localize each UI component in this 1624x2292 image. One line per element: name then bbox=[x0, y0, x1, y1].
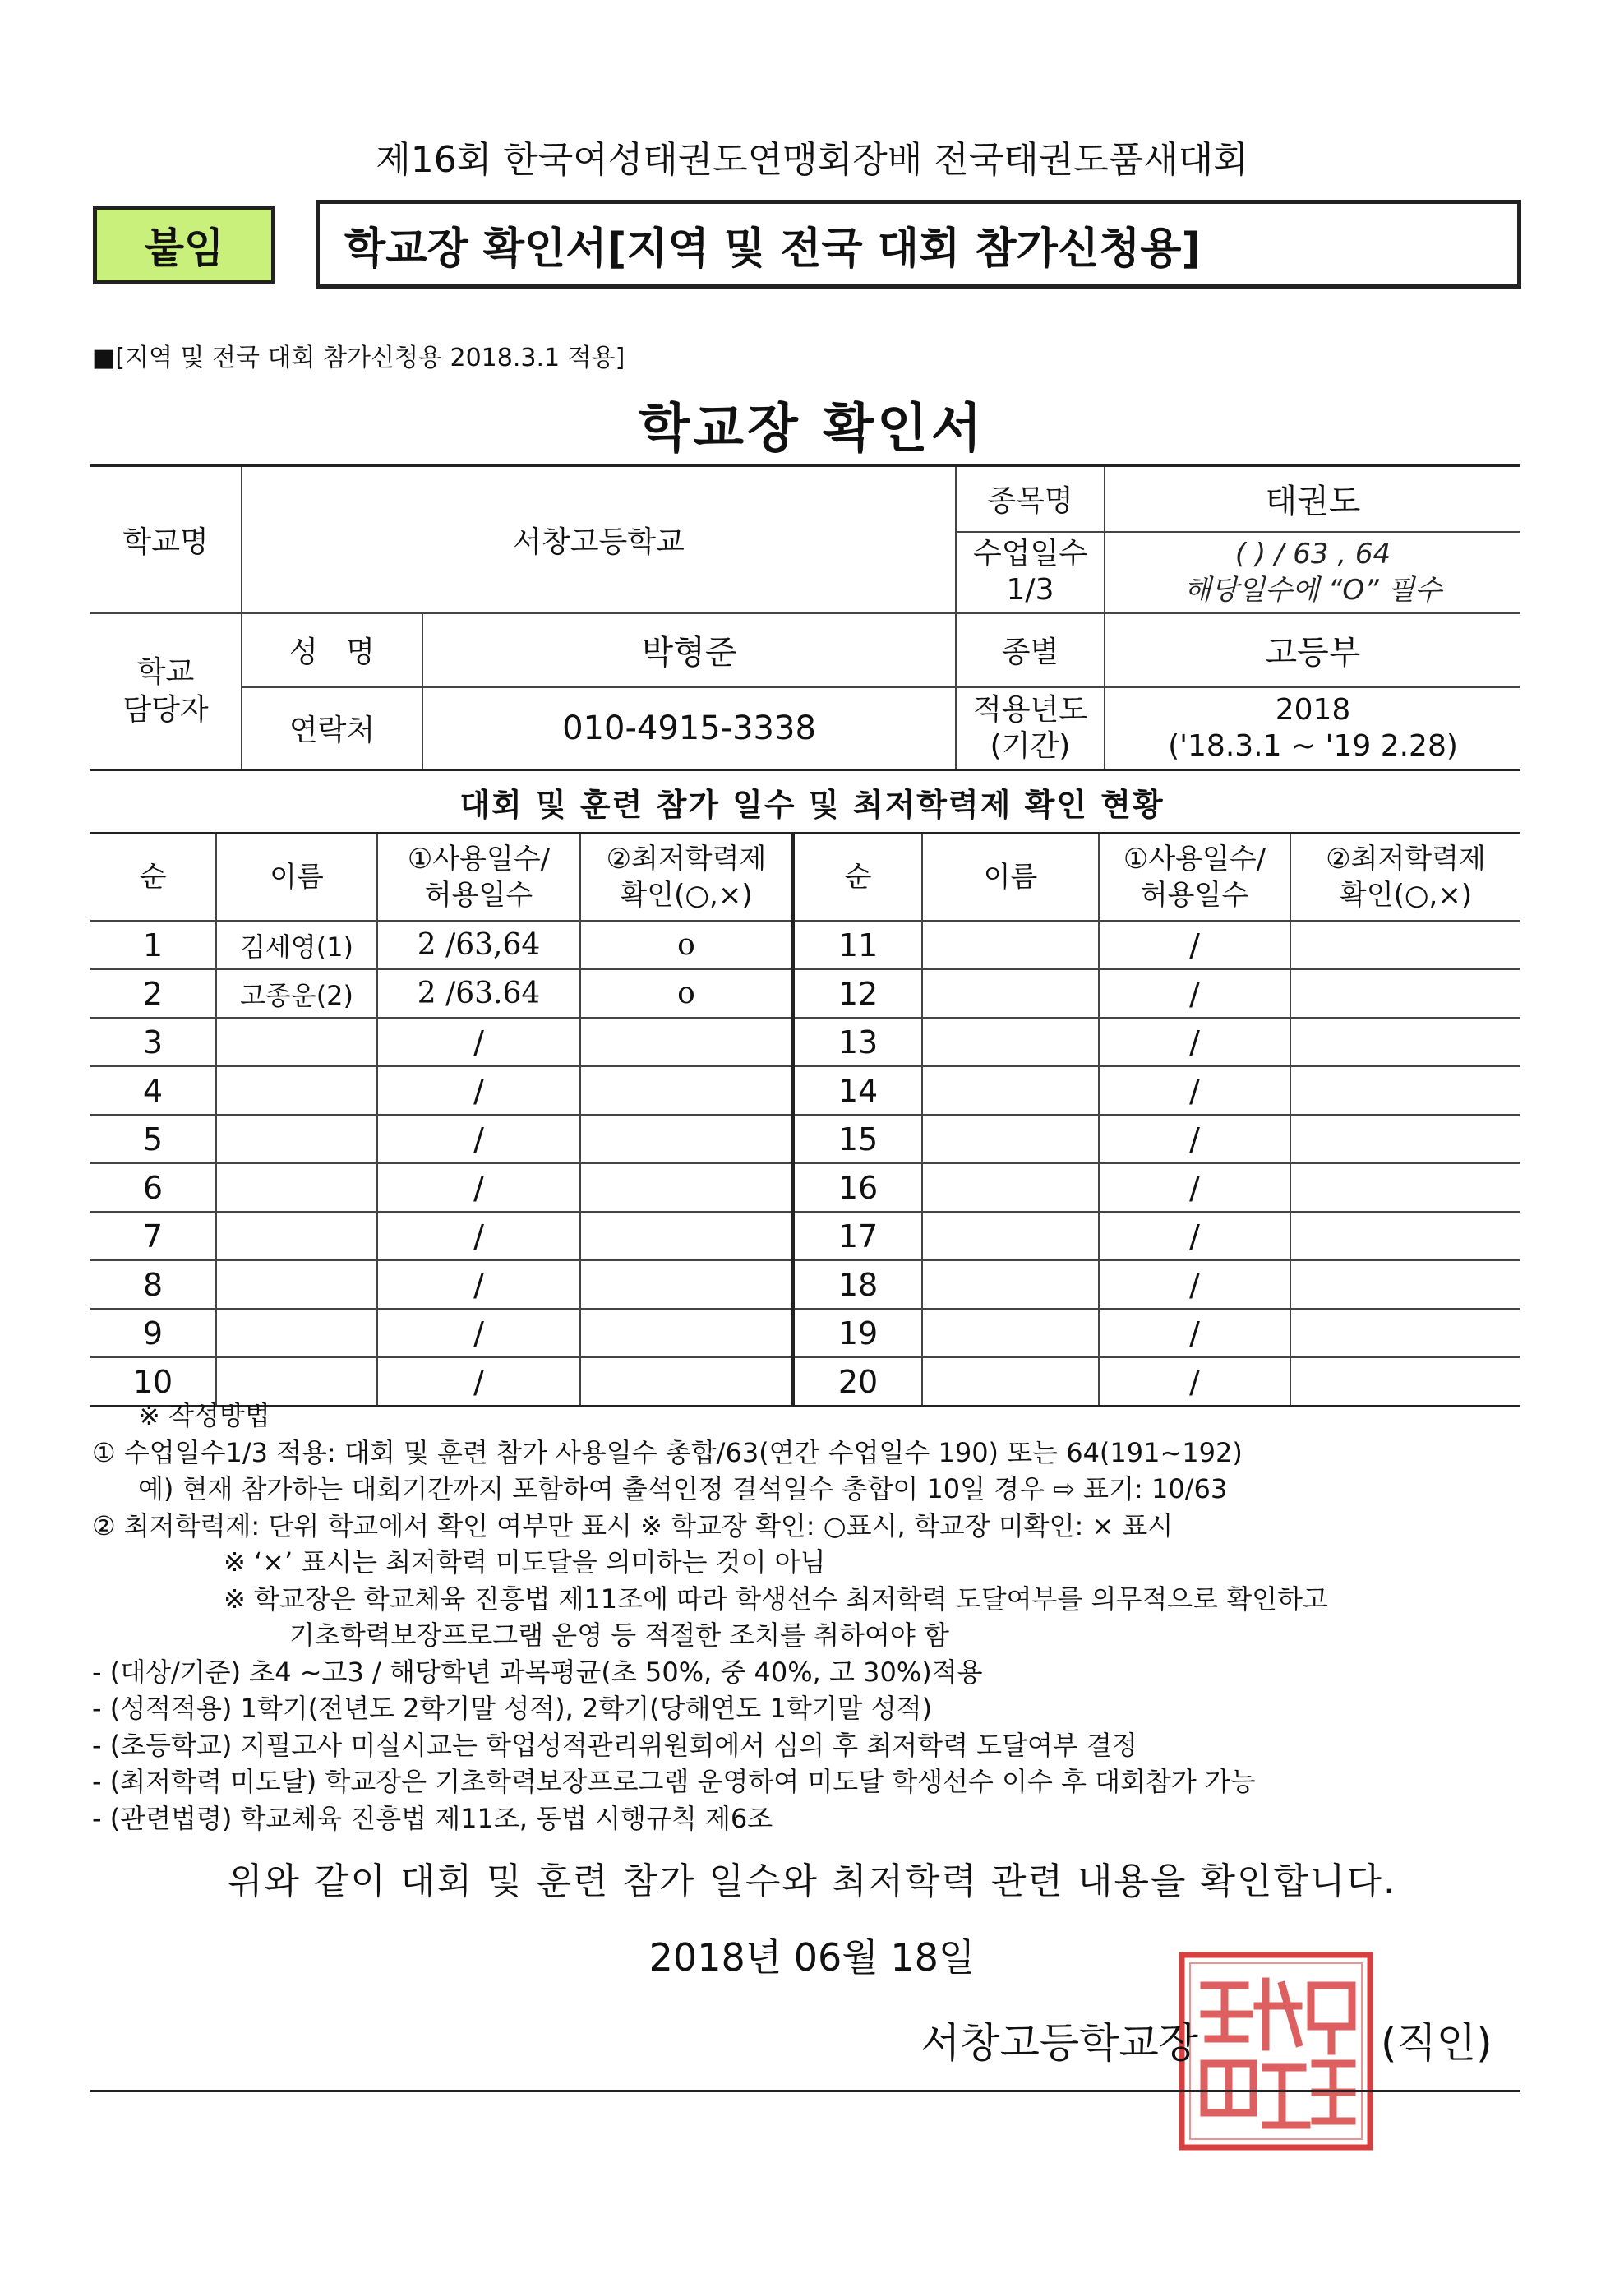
days-used: / bbox=[1099, 969, 1290, 1018]
student-name bbox=[216, 1212, 377, 1260]
roster-header-row bbox=[90, 834, 1520, 922]
days-used: / bbox=[377, 1212, 580, 1260]
days-used: / bbox=[1099, 1260, 1290, 1309]
note-dash-1: - (대상/기준) 초4 ~고3 / 해당학년 과목평균(초 50%, 중 40%, 고 30%)적용 bbox=[92, 1656, 983, 1688]
grade-check bbox=[1290, 1163, 1520, 1212]
row-number: 18 bbox=[793, 1260, 922, 1309]
grade-check bbox=[580, 1309, 793, 1357]
grade-check bbox=[1290, 969, 1520, 1018]
student-name bbox=[216, 1066, 377, 1115]
student-name: 고종운(2) bbox=[216, 969, 377, 1018]
student-name bbox=[922, 1018, 1099, 1066]
header-no: 순 bbox=[793, 834, 922, 922]
class-days-value bbox=[1105, 532, 1520, 613]
staff-label-line1: 학교 bbox=[136, 654, 195, 689]
row-number: 19 bbox=[793, 1309, 922, 1357]
row-number: 13 bbox=[793, 1018, 922, 1066]
table-row bbox=[90, 969, 1520, 1018]
header-name: 이름 bbox=[216, 834, 377, 922]
grade-check bbox=[580, 1018, 793, 1066]
days-used: / bbox=[1099, 1115, 1290, 1163]
year-label-line2: (기간) bbox=[990, 728, 1071, 763]
document-title: 학교장 확인서[지역 및 전국 대회 참가신청용] bbox=[344, 224, 1202, 274]
row-number: 17 bbox=[793, 1212, 922, 1260]
table-row bbox=[90, 921, 1520, 969]
days-used: / bbox=[1099, 921, 1290, 969]
staff-label bbox=[90, 613, 242, 770]
principal-signature: 서창고등학교장 bbox=[920, 2019, 1199, 2067]
student-name bbox=[216, 1309, 377, 1357]
row-number: 9 bbox=[90, 1309, 216, 1357]
grade-check bbox=[580, 1260, 793, 1309]
notes-heading: ※ 작성방법 bbox=[138, 1400, 270, 1431]
days-used: / bbox=[377, 1309, 580, 1357]
row-number: 11 bbox=[793, 921, 922, 969]
grade-check bbox=[1290, 1309, 1520, 1357]
row-number: 10 bbox=[90, 1357, 216, 1407]
school-name-value: 서창고등학교 bbox=[242, 466, 956, 613]
student-name bbox=[922, 1115, 1099, 1163]
class-days-label-line1: 수업일수 bbox=[972, 537, 1088, 571]
header-grade-line1: ②최저학력제 bbox=[606, 843, 767, 876]
school-info-table bbox=[90, 464, 1520, 771]
row-number: 12 bbox=[793, 969, 922, 1018]
note-dash-2: - (성적적용) 1학기(전년도 2학기말 성적), 2학기(당해연도 1학기말 성적) bbox=[92, 1693, 933, 1724]
row-number: 8 bbox=[90, 1260, 216, 1309]
footer-rule bbox=[90, 2090, 1520, 2092]
grade-check bbox=[1290, 1115, 1520, 1163]
header-days bbox=[1099, 834, 1290, 922]
row-number: 4 bbox=[90, 1066, 216, 1115]
class-days-value-line1: ( ) / 63 , 64 bbox=[1234, 538, 1391, 571]
note-1b: 예) 현재 참가하는 대회기간까지 포함하여 출석인정 결석일수 총합이 10일 경우 ⇨ 표기: 10/63 bbox=[138, 1473, 1228, 1504]
form-subnote: ■[지역 및 전국 대회 참가신청용 2018.3.1 적용] bbox=[92, 344, 625, 372]
row-number: 14 bbox=[793, 1066, 922, 1115]
competition-title: 제16회 한국여성태권도연맹회장배 전국태권도품새대회 bbox=[376, 139, 1248, 181]
table-row bbox=[90, 1309, 1520, 1357]
header-days-line2: 허용일수 bbox=[424, 879, 533, 912]
grade-check bbox=[1290, 1212, 1520, 1260]
row-number: 2 bbox=[90, 969, 216, 1018]
days-used: / bbox=[377, 1357, 580, 1407]
note-4a: ※ 학교장은 학교체육 진흥법 제11조에 따라 학생선수 최저학력 도달여부를 의무적으로 확인하고 bbox=[224, 1583, 1328, 1615]
row-number: 3 bbox=[90, 1018, 216, 1066]
student-name bbox=[922, 1163, 1099, 1212]
seal-label: (직인) bbox=[1381, 2019, 1493, 2067]
row-number: 6 bbox=[90, 1163, 216, 1212]
days-used: 2 /63.64 bbox=[377, 969, 580, 1018]
days-used: / bbox=[1099, 1018, 1290, 1066]
note-dash-3: - (초등학교) 지필고사 미실시교는 학업성적관리위원회에서 심의 후 최저학력 도달여부 결정 bbox=[92, 1729, 1137, 1761]
grade-check bbox=[580, 1115, 793, 1163]
grade-check bbox=[1290, 921, 1520, 969]
header-grade-line1: ②최저학력제 bbox=[1326, 843, 1486, 876]
header-name: 이름 bbox=[922, 834, 1099, 922]
note-4b: 기초학력보장프로그램 운영 등 적절한 조치를 취하여야 함 bbox=[289, 1620, 949, 1651]
note-3: ※ ‘×’ 표시는 최저학력 미도달을 의미하는 것이 아님 bbox=[224, 1546, 826, 1578]
year-value-line1: 2018 bbox=[1275, 692, 1351, 727]
student-name bbox=[922, 1066, 1099, 1115]
row-number: 5 bbox=[90, 1115, 216, 1163]
main-heading: 학교장 확인서 bbox=[639, 399, 985, 460]
class-days-label-line2: 1/3 bbox=[1006, 573, 1054, 607]
header-no: 순 bbox=[90, 834, 216, 922]
header-days-line1: ①사용일수/ bbox=[1123, 843, 1266, 876]
header-days-line1: ①사용일수/ bbox=[407, 843, 551, 876]
student-name bbox=[216, 1163, 377, 1212]
attachment-badge: 붙임 bbox=[93, 206, 275, 284]
staff-name-label: 성 명 bbox=[242, 613, 422, 687]
grade-check: o bbox=[580, 969, 793, 1018]
grade-check bbox=[1290, 1066, 1520, 1115]
header-days bbox=[377, 834, 580, 922]
row-number: 15 bbox=[793, 1115, 922, 1163]
year-label-line1: 적용년도 bbox=[972, 692, 1088, 727]
student-name bbox=[216, 1115, 377, 1163]
instructions bbox=[92, 1398, 1539, 1837]
event-label: 종목명 bbox=[956, 466, 1105, 532]
row-number: 20 bbox=[793, 1357, 922, 1407]
grade-check bbox=[1290, 1260, 1520, 1309]
student-name bbox=[922, 1212, 1099, 1260]
note-1a: ① 수업일수1/3 적용: 대회 및 훈련 참가 사용일수 총합/63(연간 수업일수 190) 또는 64(191~192) bbox=[92, 1436, 1243, 1468]
student-name bbox=[922, 969, 1099, 1018]
table-row bbox=[90, 1018, 1520, 1066]
year-label bbox=[956, 687, 1105, 770]
staff-name-value: 박형준 bbox=[422, 613, 956, 687]
contact-value: 010-4915-3338 bbox=[422, 687, 956, 770]
row-number: 7 bbox=[90, 1212, 216, 1260]
student-name bbox=[922, 1309, 1099, 1357]
note-dash-4: - (최저학력 미도달) 학교장은 기초학력보장프로그램 운영하여 미도달 학생선수 이수 후 대회참가 가능 bbox=[92, 1766, 1256, 1797]
student-name bbox=[216, 1260, 377, 1309]
days-used: / bbox=[377, 1115, 580, 1163]
student-name bbox=[922, 1260, 1099, 1309]
table-row bbox=[90, 1260, 1520, 1309]
student-name bbox=[216, 1018, 377, 1066]
student-name bbox=[922, 921, 1099, 969]
class-days-value-line2: 해당일수에 “O” 필수 bbox=[1183, 574, 1442, 607]
row-number: 1 bbox=[90, 921, 216, 969]
contact-label: 연락처 bbox=[242, 687, 422, 770]
grade-check bbox=[1290, 1018, 1520, 1066]
days-used: 2 /63,64 bbox=[377, 921, 580, 969]
header-grade bbox=[1290, 834, 1520, 922]
days-used: / bbox=[1099, 1066, 1290, 1115]
event-value: 태권도 bbox=[1105, 466, 1520, 532]
grade-check bbox=[580, 1163, 793, 1212]
table-row bbox=[90, 1115, 1520, 1163]
division-value: 고등부 bbox=[1105, 613, 1520, 687]
header-grade-line2: 확인(○,×) bbox=[620, 879, 753, 912]
class-days-label bbox=[956, 532, 1105, 613]
school-name-label: 학교명 bbox=[90, 466, 242, 613]
days-used: / bbox=[1099, 1309, 1290, 1357]
days-used: / bbox=[377, 1163, 580, 1212]
roster-caption: 대회 및 훈련 참가 일수 및 최저학력제 확인 현황 bbox=[459, 787, 1165, 823]
days-used: / bbox=[1099, 1163, 1290, 1212]
division-label: 종별 bbox=[956, 613, 1105, 687]
note-2: ② 최저학력제: 단위 학교에서 확인 여부만 표시 ※ 학교장 확인: ○표시, 학교장 미확인: × 표시 bbox=[92, 1509, 1174, 1541]
confirmation-statement: 위와 같이 대회 및 훈련 참가 일수와 최저학력 관련 내용을 확인합니다. bbox=[228, 1860, 1396, 1902]
days-used: / bbox=[1099, 1357, 1290, 1407]
days-used: / bbox=[377, 1066, 580, 1115]
days-used: / bbox=[1099, 1212, 1290, 1260]
row-number: 16 bbox=[793, 1163, 922, 1212]
grade-check bbox=[580, 1212, 793, 1260]
school-seal-stamp bbox=[1175, 1948, 1377, 2154]
table-row bbox=[90, 1163, 1520, 1212]
document-title-box bbox=[316, 200, 1521, 289]
staff-label-line2: 담당자 bbox=[122, 692, 209, 727]
student-name: 김세영(1) bbox=[216, 921, 377, 969]
year-value-line2: ('18.3.1 ~ '19 2.28) bbox=[1168, 728, 1458, 763]
note-dash-5: - (관련법령) 학교체육 진흥법 제11조, 동법 시행규칙 제6조 bbox=[92, 1802, 773, 1834]
issue-date: 2018년 06월 18일 bbox=[648, 1935, 976, 1980]
header-grade-line2: 확인(○,×) bbox=[1339, 879, 1473, 912]
table-row bbox=[90, 1212, 1520, 1260]
days-used: / bbox=[377, 1018, 580, 1066]
table-row bbox=[90, 1066, 1520, 1115]
year-value bbox=[1105, 687, 1520, 770]
grade-check bbox=[580, 1066, 793, 1115]
grade-check: o bbox=[580, 921, 793, 969]
header-grade bbox=[580, 834, 793, 922]
header-days-line2: 허용일수 bbox=[1140, 879, 1249, 912]
participation-table bbox=[90, 832, 1520, 1407]
days-used: / bbox=[377, 1260, 580, 1309]
